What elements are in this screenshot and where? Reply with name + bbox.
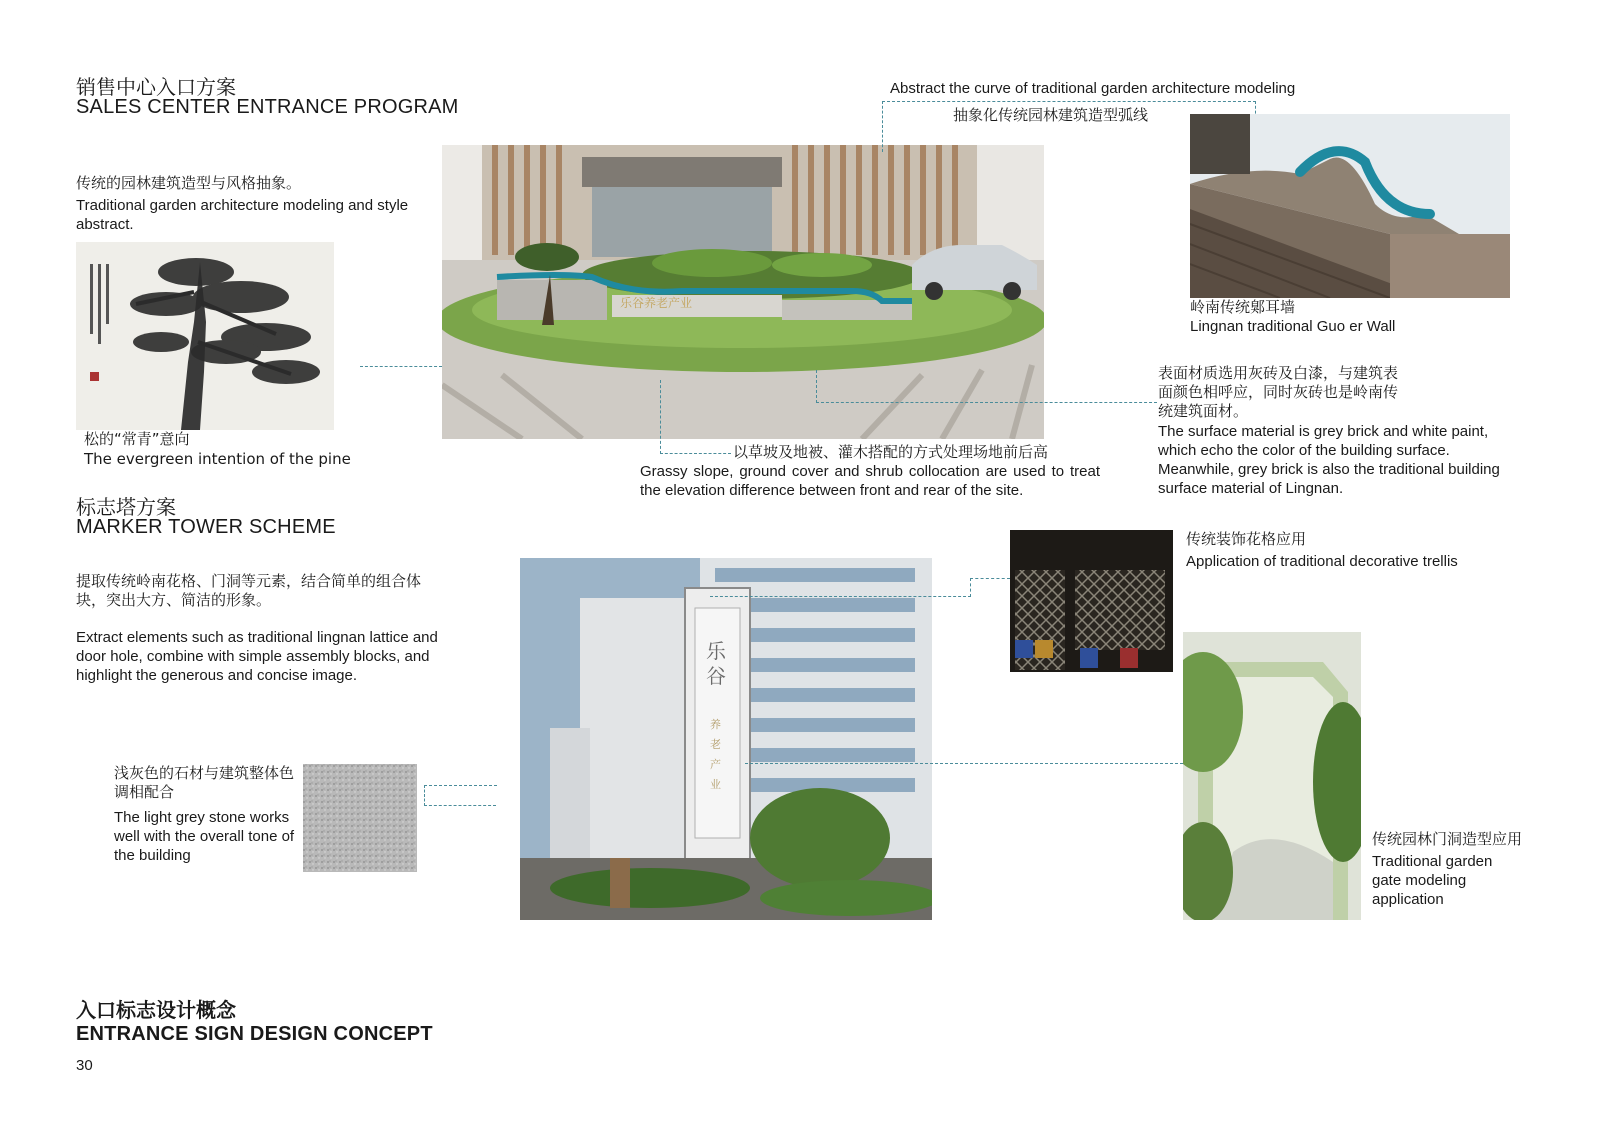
pine-caption-cn: 松的“常青”意向 xyxy=(84,430,190,448)
trellis-caption-en: Application of traditional decorative trellis xyxy=(1186,553,1458,570)
stone-caption-cn: 浅灰色的石材与建筑整体色调相配合 xyxy=(114,764,295,801)
wall-caption-cn: 岭南传统鄓耳墙 xyxy=(1190,298,1296,316)
svg-text:养: 养 xyxy=(710,718,721,731)
tower-title-cn: 标志塔方案 xyxy=(76,495,176,519)
footer-title-en: ENTRANCE SIGN DESIGN CONCEPT xyxy=(76,1023,433,1045)
curve-caption-en: Abstract the curve of traditional garden architecture modeling xyxy=(890,80,1296,97)
grey-stone-sample-image xyxy=(303,764,417,872)
pine-painting-image xyxy=(76,242,334,430)
trellis-photo-image xyxy=(1010,530,1173,672)
trellis-caption-cn: 传统装饰花格应用 xyxy=(1186,530,1307,548)
leader-line xyxy=(816,370,1157,403)
svg-text:谷: 谷 xyxy=(706,664,726,688)
svg-text:产: 产 xyxy=(710,758,721,771)
leader-line xyxy=(710,578,971,597)
tower-desc-cn: 提取传统岭南花格、门洞等元素，结合简单的组合体块，突出大方、简洁的形象。 xyxy=(76,572,422,609)
tower-desc-en: Extract elements such as traditional lingnan lattice and door hole, combine with simple assembly blocks, and highlight the generous and concise image. xyxy=(76,629,438,684)
gate-caption-en: Traditional garden gate modeling application xyxy=(1372,853,1493,908)
svg-text:乐: 乐 xyxy=(706,639,726,663)
material-text-en: The surface material is grey brick and white paint, which echo the color of the building surface. Meanwhile, grey brick is also the traditional building surface material of Lingnan. xyxy=(1158,423,1500,497)
tower-title-en: MARKER TOWER SCHEME xyxy=(76,516,336,538)
slope-caption-en: Grassy slope, ground cover and shrub collocation are used to treat the elevation difference between front and rear of the site. xyxy=(640,463,1100,499)
svg-text:老: 老 xyxy=(710,738,721,751)
leader-line xyxy=(970,578,1010,579)
footer-title-cn: 入口标志设计概念 xyxy=(76,998,236,1022)
style-text-en: Traditional garden architecture modeling and style abstract. xyxy=(76,197,409,233)
pine-caption-en: The evergreen intention of the pine xyxy=(84,450,351,468)
guo-er-wall-image xyxy=(1190,114,1510,298)
wall-caption-en: Lingnan traditional Guo er Wall xyxy=(1190,318,1396,335)
sales-title-en: SALES CENTER ENTRANCE PROGRAM xyxy=(76,96,459,118)
leader-line xyxy=(424,785,497,806)
marker-tower-render-image xyxy=(520,558,932,920)
svg-text:业: 业 xyxy=(710,778,721,791)
leader-line xyxy=(424,805,496,806)
material-text-cn: 表面材质选用灰砖及白漆，与建筑表面颜色相呼应，同时灰砖也是岭南传统建筑面材。 xyxy=(1158,364,1399,420)
sales-title-cn: 销售中心入口方案 xyxy=(76,75,236,99)
garden-gate-photo-image xyxy=(1183,632,1361,920)
style-text-cn: 传统的园林建筑造型与风格抽象。 xyxy=(76,174,302,192)
curve-caption-cn: 抽象化传统园林建筑造型弧线 xyxy=(953,106,1149,124)
leader-line xyxy=(745,763,1183,764)
page-number: 30 xyxy=(76,1057,93,1074)
leader-line xyxy=(360,366,442,367)
gate-caption-cn: 传统园林门洞造型应用 xyxy=(1372,830,1523,848)
svg-text:乐谷养老产业: 乐谷养老产业 xyxy=(620,296,693,310)
slope-caption-cn: 以草坡及地被、灌木搭配的方式处理场地前后高 xyxy=(733,443,1049,461)
stone-caption-en: The light grey stone works well with the overall tone of the building xyxy=(114,809,295,864)
leader-line xyxy=(660,380,731,454)
